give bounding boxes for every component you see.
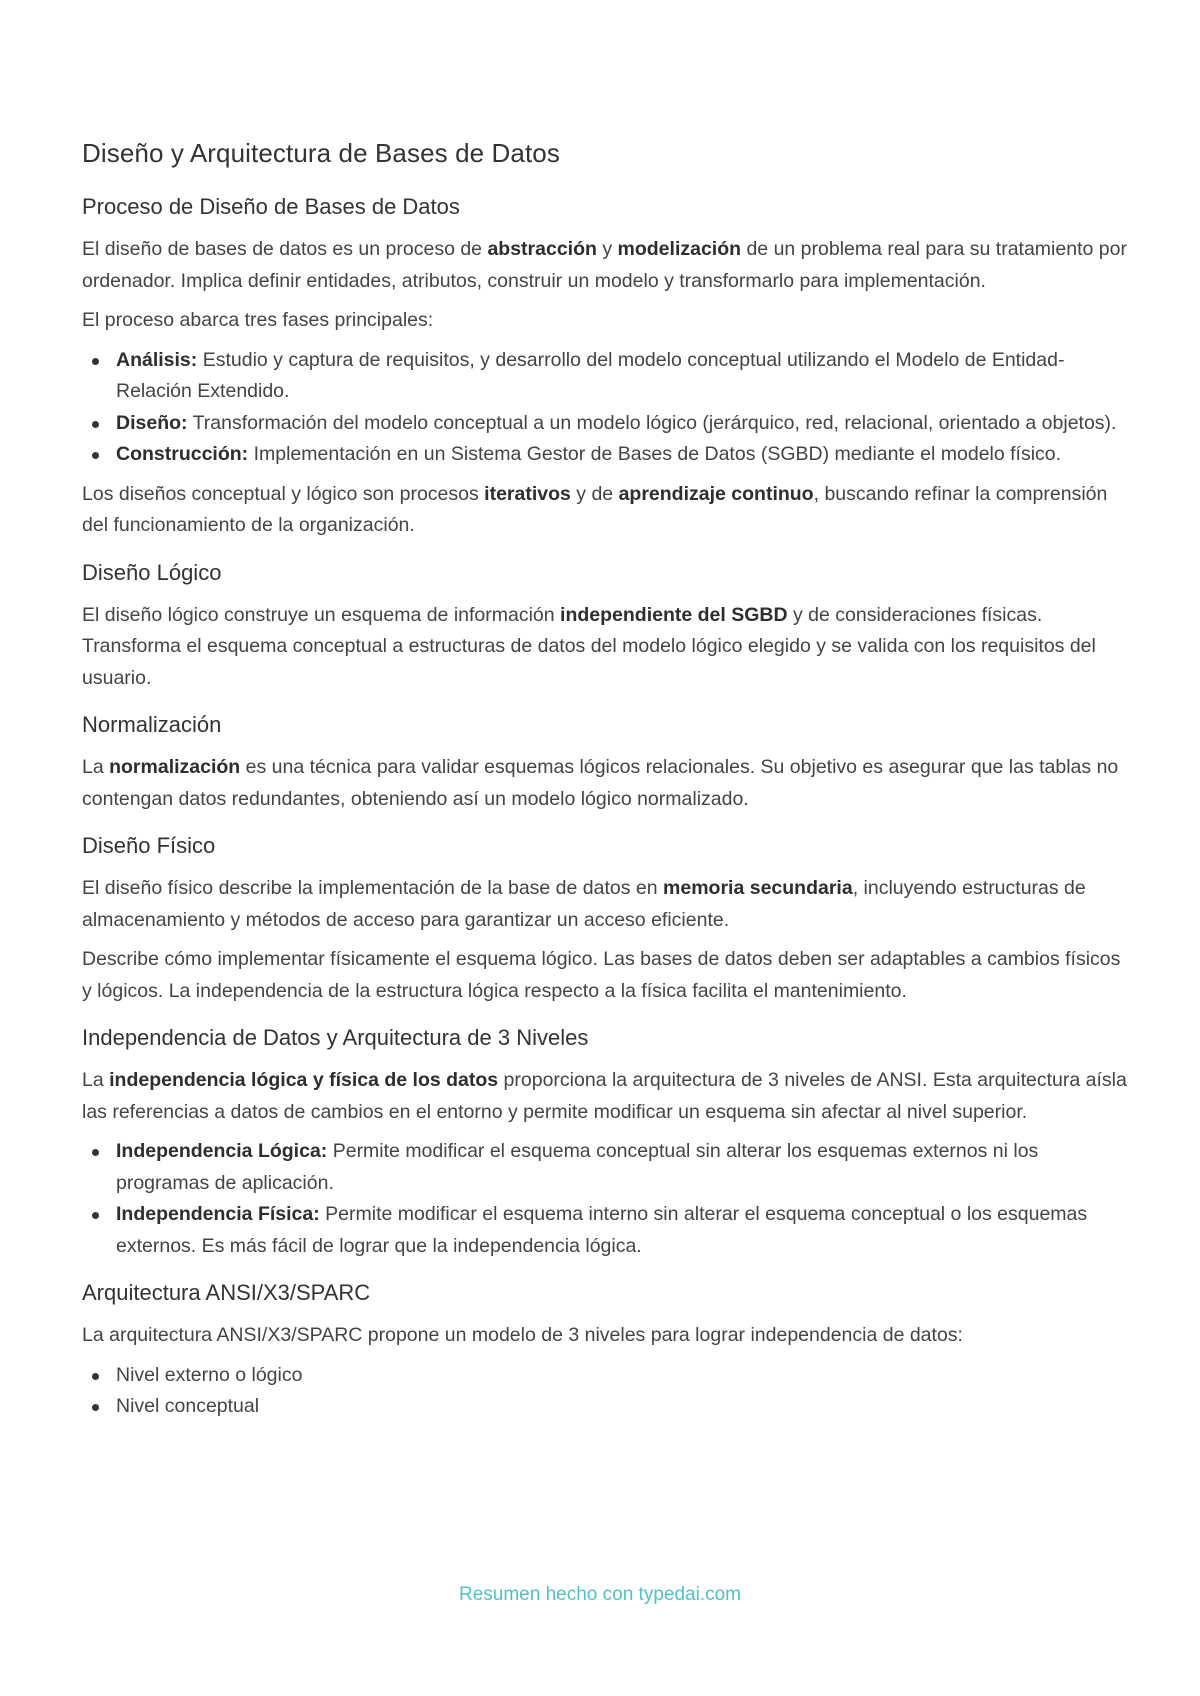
bold-term: memoria secundaria <box>663 877 853 899</box>
list-item <box>82 439 1127 471</box>
text-run: La <box>82 1069 110 1091</box>
bullet-icon <box>92 421 99 428</box>
paragraph <box>82 752 1127 815</box>
bold-term: independencia lógica y física de los datos <box>109 1069 499 1091</box>
footer-credit: Resumen hecho con typedai.com <box>459 1584 741 1605</box>
text-run: y de consideraciones físicas. Transforma el esquema conceptual a estructuras de datos del modelo lógico elegido y se valida con los requisitos del usuario. <box>82 603 1096 689</box>
section-normalizacion <box>82 710 1127 815</box>
section-diseno-fisico <box>82 831 1127 1007</box>
section-heading: Diseño Físico <box>82 833 216 858</box>
paragraph <box>82 479 1127 542</box>
text-run: Nivel conceptual <box>116 1395 260 1417</box>
paragraph: La arquitectura ANSI/X3/SPARC propone un modelo de 3 niveles para lograr independencia de datos: <box>82 1324 963 1346</box>
paragraph: El proceso abarca tres fases principales: <box>82 309 434 331</box>
section-diseno-logico <box>82 558 1127 695</box>
text-run: Nivel externo o lógico <box>116 1363 303 1386</box>
text-run: La <box>82 756 110 778</box>
text-run: , incluyendo estructuras de almacenamiento y métodos de acceso para garantizar un acceso eficiente. <box>82 877 1086 931</box>
text-run: de un problema real para su tratamiento por ordenador. Implica definir entidades, atributos, construir un modelo y transformarlo para implementación. <box>82 238 1127 292</box>
section-heading: Arquitectura ANSI/X3/SPARC <box>82 1280 371 1305</box>
bullet-icon <box>92 1212 99 1219</box>
text-run: , buscando refinar la comprensión del funcionamiento de la organización. <box>82 482 1108 536</box>
paragraph <box>82 234 1127 297</box>
section-heading: Independencia de Datos y Arquitectura de 3 Niveles <box>82 1025 589 1050</box>
document-body <box>82 136 1127 1439</box>
paragraph <box>82 1065 1127 1128</box>
bold-term: Construcción: <box>116 443 249 465</box>
section-heading: Proceso de Diseño de Bases de Datos <box>82 194 460 219</box>
bold-term: Independencia Física: <box>116 1203 320 1225</box>
independence-list <box>82 1136 1127 1262</box>
bullet-icon <box>92 452 99 459</box>
text-run: es una técnica para validar esquemas lógicos relacionales. Su objetivo es asegurar que las tablas no contengan datos redundantes, obteniendo así un modelo lógico normalizado. <box>82 756 1119 810</box>
text-run: El diseño de bases de datos es un proceso de <box>82 238 488 260</box>
bold-term: Independencia Lógica: <box>116 1140 328 1162</box>
list-item <box>82 1199 1127 1262</box>
document-title: Diseño y Arquitectura de Bases de Datos <box>82 138 560 168</box>
list-item <box>82 1360 1127 1392</box>
text-run: y <box>596 238 618 260</box>
text-run: El diseño lógico construye un esquema de información <box>82 603 561 626</box>
text-run: Transformación del modelo conceptual a un modelo lógico (jerárquico, red, relacional, orientado a objetos). <box>187 411 1117 434</box>
bullet-icon <box>92 358 99 365</box>
paragraph <box>82 600 1127 695</box>
list-item <box>82 345 1127 408</box>
text-run: Implementación en un Sistema Gestor de Bases de Datos (SGBD) mediante el modelo físico. <box>248 443 1062 465</box>
bold-term: Análisis: <box>116 348 198 371</box>
text-run: Permite modificar el esquema conceptual sin alterar los esquemas externos ni los programas de aplicación. <box>116 1140 1039 1194</box>
text-run: Los diseños conceptual y lógico son procesos <box>82 482 485 505</box>
bullet-icon <box>92 1373 99 1380</box>
text-run: El diseño físico describe la implementación de la base de datos en <box>82 877 664 899</box>
paragraph: Describe cómo implementar físicamente el esquema lógico. Las bases de datos deben ser adaptables a cambios físicos y lógicos. La independencia de la estructura lógica respecto a la física facilita el mantenimiento. <box>82 948 1121 1002</box>
phase-list <box>82 345 1127 471</box>
text-run: Estudio y captura de requisitos, y desarrollo del modelo conceptual utilizando el Modelo de Entidad-Relación Extendido. <box>116 348 1065 402</box>
text-run: proporciona la arquitectura de 3 niveles de ANSI. Esta arquitectura aísla las referencias a datos de cambios en el entorno y permite modificar un esquema sin afectar al nivel superior. <box>82 1069 1127 1123</box>
section-heading: Normalización <box>82 712 222 737</box>
section-arquitectura-ansi <box>82 1278 1127 1423</box>
bold-term: modelización <box>617 238 742 260</box>
paragraph <box>82 873 1127 936</box>
bold-term: independiente del SGBD <box>560 603 788 626</box>
bold-term: abstracción <box>487 238 597 260</box>
list-item <box>82 1391 1127 1423</box>
list-item <box>82 408 1127 440</box>
bold-term: iterativos <box>484 482 571 505</box>
section-heading: Diseño Lógico <box>82 559 222 585</box>
text-run: Permite modificar el esquema interno sin alterar el esquema conceptual o los esquemas externos. Es más fácil de lograr que la independencia lógica. <box>116 1203 1088 1257</box>
section-independencia-datos <box>82 1023 1127 1262</box>
section-proceso-diseno <box>82 192 1127 542</box>
bold-term: aprendizaje continuo <box>618 482 814 505</box>
bold-term: Diseño: <box>116 411 188 434</box>
levels-list <box>82 1360 1127 1423</box>
bullet-icon <box>92 1149 99 1156</box>
bold-term: normalización <box>109 756 241 778</box>
bullet-icon <box>92 1404 99 1411</box>
text-run: y de <box>570 482 619 505</box>
list-item <box>82 1136 1127 1199</box>
